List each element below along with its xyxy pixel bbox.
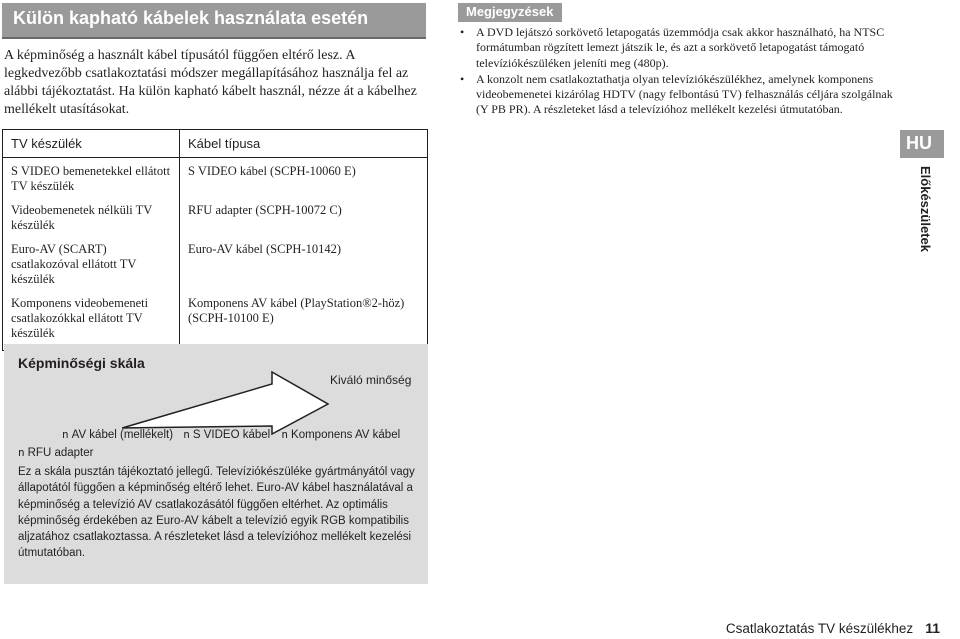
column-header-cable: Kábel típusa [180,130,428,158]
marker-icon: n [18,446,25,459]
language-label: HU [906,133,932,153]
scale-title: Képminőségi skála [18,355,145,371]
list-item [458,25,898,71]
bullet-icon: • [460,71,465,86]
note-text: A konzolt nem csatlakoztathatja olyan televíziókészülékhez, amelynek komponens videobemenetei kizárólag HDTV (nagy felbontású TV) felhasználás céljára szolgálnak (Y PB PR). A részleteket lásd a televízióhoz mellékelt kezelési útmutatóban. [476,71,893,117]
legend-item: n RFU adapter [18,446,94,459]
marker-icon: n [62,428,69,441]
bullet-icon: • [460,25,465,39]
tv-cell: Komponens videobemeneti csatlakozókkal ellátott TV készülék [3,296,180,351]
legend-item: n AV kábel (mellékelt) [62,428,174,441]
list-item [458,72,898,118]
notes-title-bar [458,3,562,22]
section-title-bar [2,3,426,39]
notes-title: Megjegyzések [466,4,554,19]
table-row [3,296,428,351]
legend-item: n Komponens AV kábel [281,428,401,441]
quality-scale-panel [4,344,428,584]
cable-cell: S VIDEO kábel (SCPH-10060 E) [188,164,356,178]
marker-icon: n [281,428,289,441]
scale-legend-row [18,428,428,441]
notes-list [458,25,898,119]
scale-best-label: Kiváló minőség [330,373,412,387]
page-title: Külön kapható kábelek használata esetén [13,8,369,28]
table-row [3,242,428,296]
cable-cell: RFU adapter (SCPH-10072 C) [188,203,342,217]
table-row [3,203,428,242]
table-header-row [3,130,428,158]
cable-table [2,129,428,351]
legend-item: n S VIDEO kábel [183,428,271,441]
cable-cell: Komponens AV kábel (PlayStation®2-höz) (SCPH-10100 E) [188,296,405,325]
note-text: A DVD lejátszó sorkövető letapogatás üzemmódja csak akkor használható, ha NTSC formátumban rögzített lemezt játszik le, és azt a sorkövető letapogatást támogató televíziókészüléken jeleníti meg (480p). [476,25,885,70]
tv-cell: S VIDEO bemenetekkel ellátott TV készülék [3,158,180,204]
language-tab [900,130,944,158]
footer-section-title: Csatlakoztatás TV készülékhez [725,621,914,636]
table-row [3,158,428,204]
tv-cell: Videobemenetek nélküli TV készülék [3,203,180,242]
page-number: 11 [925,620,940,636]
section-side-label: Előkészületek [918,166,933,252]
column-header-tv: TV készülék [3,130,180,158]
scale-description: Ez a skála pusztán tájékoztató jellegű. Televíziókészüléke gyártmányától vagy állapotától függően a képminőség eltérő lehet. Euro-AV kábel használatával a képminőség a televízió AV csatlakozásától függően eltérhet. Az optimális képminőség érdekében az Euro-AV kábelt a televízió egyik RGB kompatibilis aljzatához csatlakoztassa. A részleteket lásd a televízióhoz mellékelt kezelési útmutatóban. [18,466,415,560]
marker-icon: n [183,428,190,441]
scale-legend-row [18,446,428,459]
tv-cell: Euro-AV (SCART) csatlakozóval ellátott TV készülék [3,242,180,296]
cable-cell: Euro-AV kábel (SCPH-10142) [188,242,342,256]
page-footer [726,620,940,636]
intro-paragraph: A képminőség a használt kábel típusától függően eltérő lesz. A legkedvezőbb csatlakoztatási módszer megállapításához használja fel az alábbi tájékoztatást. Ha külön kapható kábelt használ, nézze át a kábelhez mellékelt utasításokat. [4,48,417,117]
